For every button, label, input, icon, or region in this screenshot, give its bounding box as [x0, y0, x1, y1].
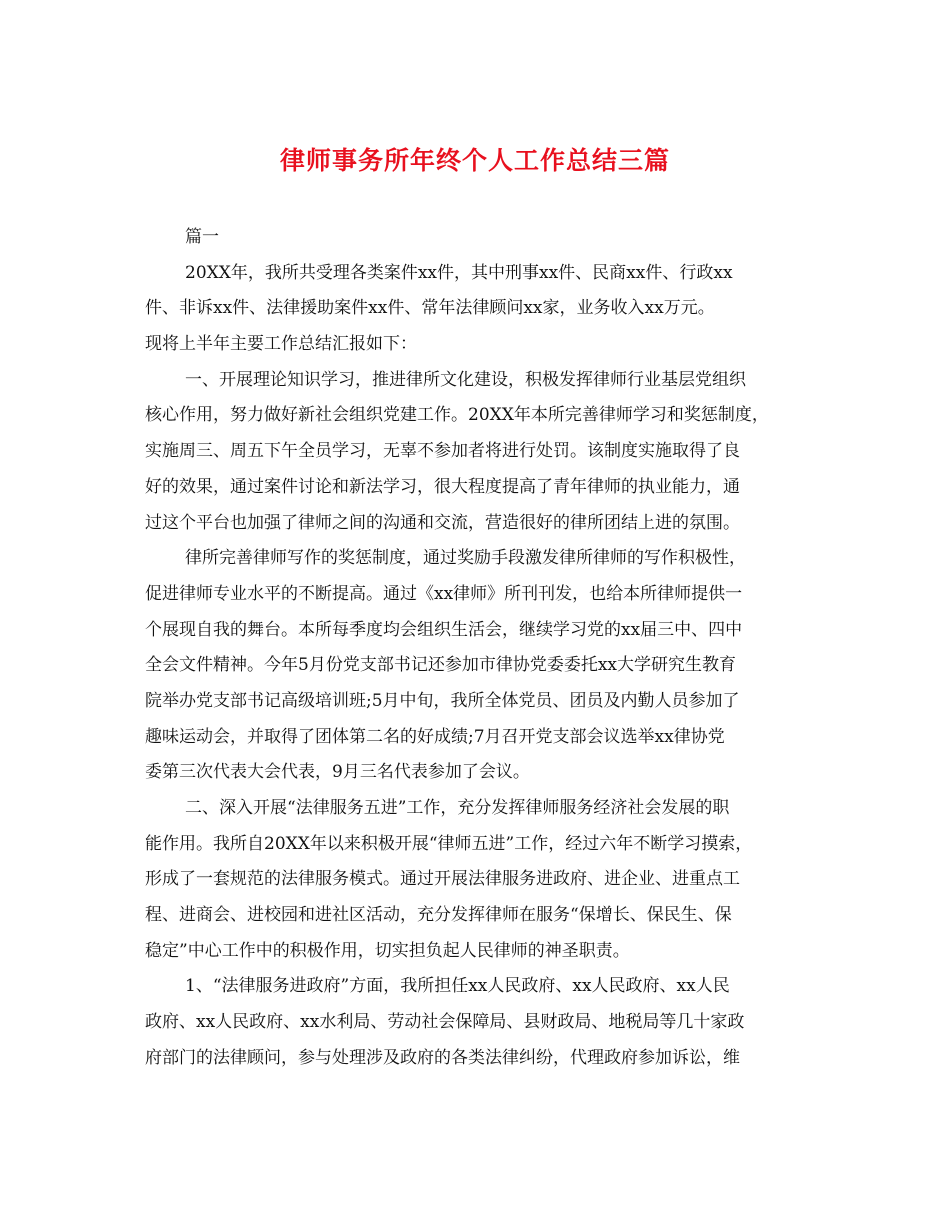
text-line: 趣味运动会，并取得了团体第二名的好成绩;7月召开党支部会议选举xx律协党 — [145, 726, 725, 747]
text-line: 全会文件精神。今年5月份党支部书记还参加市律协党委委托xx大学研究生教育 — [145, 655, 736, 676]
text-line: 形成了一套规范的法律服务模式。通过开展法律服务进政府、进企业、进重点工 — [145, 869, 740, 890]
text-line: 能作用。我所自20XX年以来积极开展“律师五进”工作，经过六年不断学习摸索， — [145, 833, 753, 854]
text-line: 政府、xx人民政府、xx水利局、劳动社会保障局、县财政局、地税局等几十家政 — [145, 1012, 745, 1033]
text-line: 件、非诉xx件、法律援助案件xx件、常年法律顾问xx家，业务收入xx万元。 — [145, 298, 715, 319]
text-line: 府部门的法律顾问，参与处理涉及政府的各类法律纠纷，代理政府参加诉讼，维 — [145, 1047, 740, 1068]
text-line: 现将上半年主要工作总结汇报如下： — [145, 334, 417, 355]
text-line: 程、进商会、进校园和进社区活动，充分发挥律师在服务“保增长、保民生、保 — [145, 905, 732, 926]
text-line: 20XX年，我所共受理各类案件xx件，其中刑事xx件、民商xx件、行政xx — [185, 262, 733, 283]
text-line: 委第三次代表大会代表，9月三名代表参加了会议。 — [145, 762, 530, 783]
text-line: 一、开展理论知识学习，推进律所文化建设，积极发挥律师行业基层党组织 — [185, 369, 746, 390]
text-line: 促进律师专业水平的不断提高。通过《xx律师》所刊刊发，也给本所律师提供一 — [145, 583, 743, 604]
text-line: 过这个平台也加强了律师之间的沟通和交流，营造很好的律所团结上进的氛围。 — [145, 512, 740, 533]
text-line: 好的效果，通过案件讨论和新法学习，很大程度提高了青年律师的执业能力，通 — [145, 476, 740, 497]
text-line: 1、“法律服务进政府”方面，我所担任xx人民政府、xx人民政府、xx人民 — [185, 976, 730, 997]
text-line: 核心作用，努力做好新社会组织党建工作。20XX年本所完善律师学习和奖惩制度， — [145, 405, 769, 426]
text-line: 篇一 — [185, 227, 219, 247]
document-body — [145, 220, 805, 1077]
text-line: 个展现自我的舞台。本所每季度均会组织生活会，继续学习党的xx届三中、四中 — [145, 619, 743, 640]
text-line: 二、深入开展“法律服务五进”工作，充分发挥律师服务经济社会发展的职 — [185, 798, 730, 818]
text-line: 律所完善律师写作的奖惩制度，通过奖励手段激发律所律师的写作积极性， — [185, 548, 746, 569]
text-line: 稳定”中心工作中的积极作用，切实担负起人民律师的神圣职责。 — [145, 940, 630, 961]
text-line: 院举办党支部书记高级培训班;5月中旬，我所全体党员、团员及内勤人员参加了 — [145, 690, 740, 711]
document-title: 律师事务所年终个人工作总结三篇 — [279, 146, 670, 175]
text-line: 实施周三、周五下午全员学习，无辜不参加者将进行处罚。该制度实施取得了良 — [145, 441, 740, 462]
